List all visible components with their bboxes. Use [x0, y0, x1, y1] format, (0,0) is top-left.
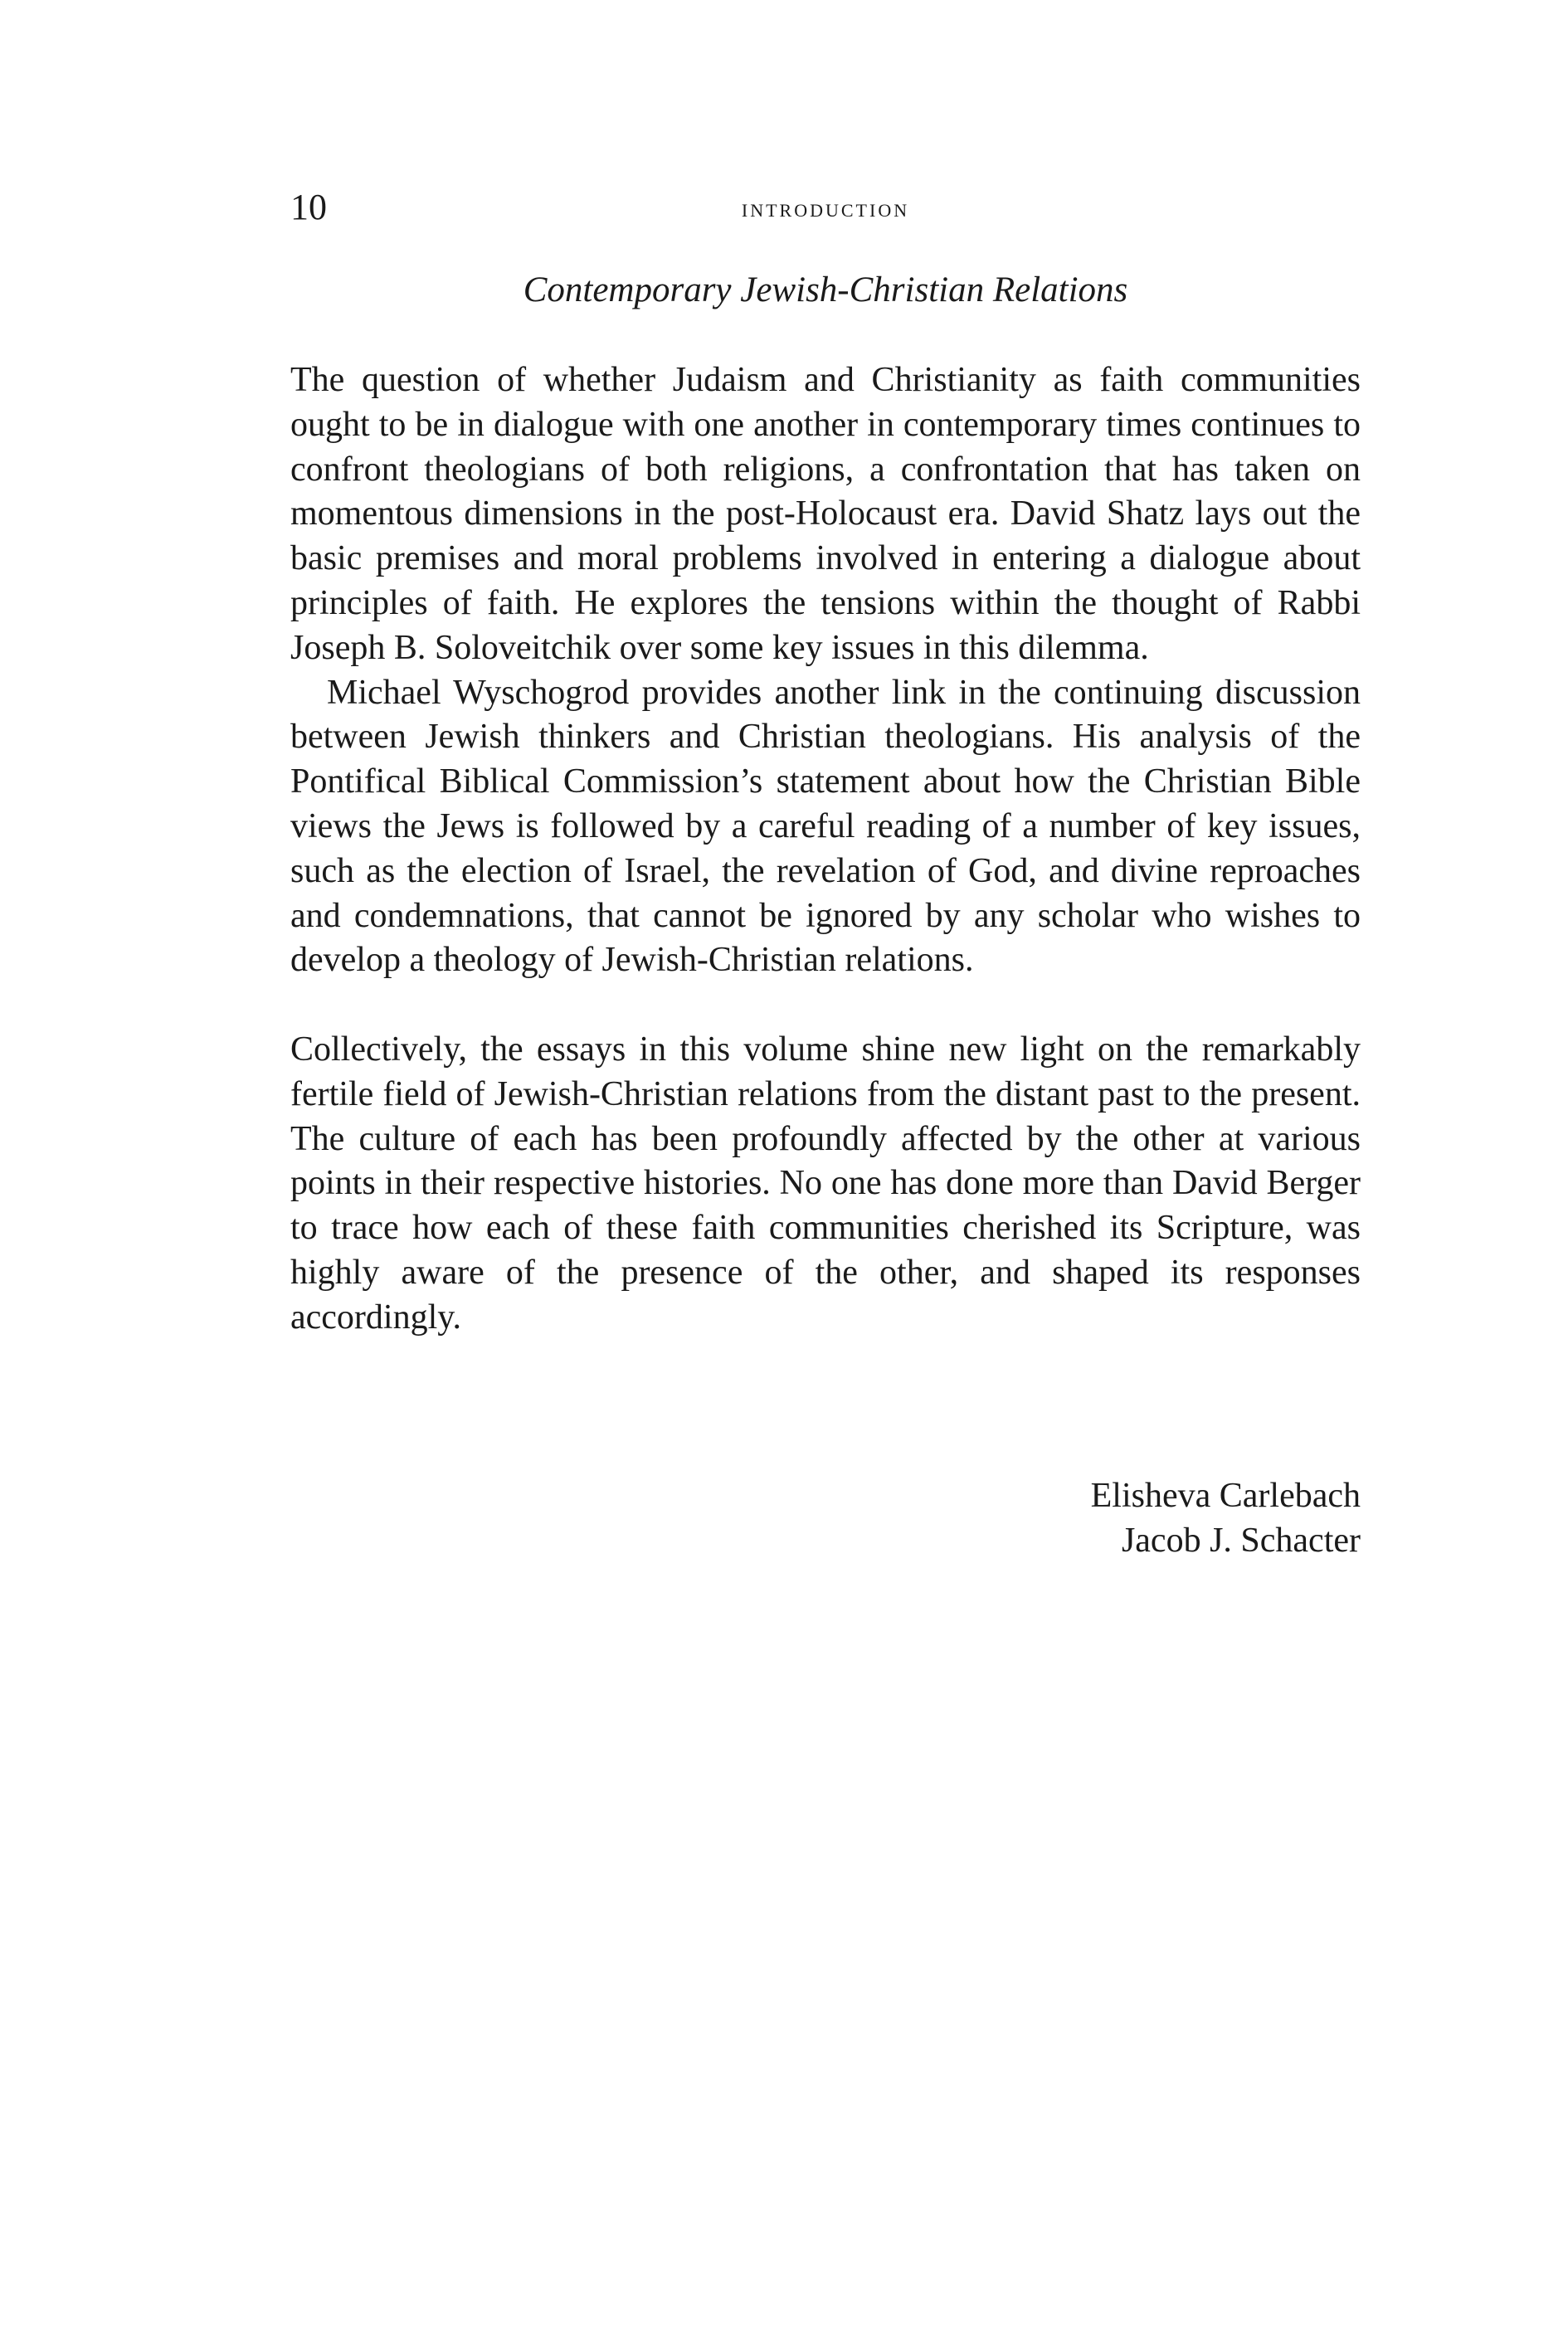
paragraph-3: Collectively, the essays in this volume shine new light on the remarkably fertile field of Jewish-Christian relations from the distant past to the present. The culture of each has been profoundly affected by the other at various points in their respective histories. No one has done more than David Berger to trace how each of these faith communities cherished its Scripture, was highly aware of the presence of the other, and shaped its responses accordingly. [290, 1030, 1361, 1337]
section-heading: Contemporary Jewish-Christian Relations [523, 270, 1128, 309]
paragraph-1: The question of whether Judaism and Christianity as faith communities ought to be in dialogue with one another in contemporary times continues to confront theologians of both religions, a confrontation that has taken on momentous dimensions in the post-Holocaust era. David Shatz lays out the basic premises and moral problems involved in entering a dialogue about principles of faith. He explores the tensions within the thought of Rabbi Joseph B. Soloveitchik over some key issues in this dilemma. [290, 361, 1361, 667]
running-head [290, 184, 1361, 231]
body-text [290, 358, 1361, 1341]
paragraph-2: Michael Wyschogrod provides another link in the continuing discussion between Jewish thinkers and Christian theologians. His analysis of the Pontifical Biblical Commission’s statement about how the Christian Bible views the Jews is followed by a careful reading of a number of key issues, such as the election of Israel, the revelation of God, and divine reproaches and condemnations, that cannot be ignored by any scholar who wishes to develop a theology of Jewish-Christian relations. [290, 673, 1361, 980]
running-head-title: introduction [741, 192, 910, 222]
page-number: 10 [290, 187, 327, 227]
signatory-1: Elisheva Carlebach [1090, 1477, 1361, 1515]
signatory-2: Jacob J. Schacter [1121, 1521, 1361, 1560]
signature-block [290, 1474, 1361, 1564]
